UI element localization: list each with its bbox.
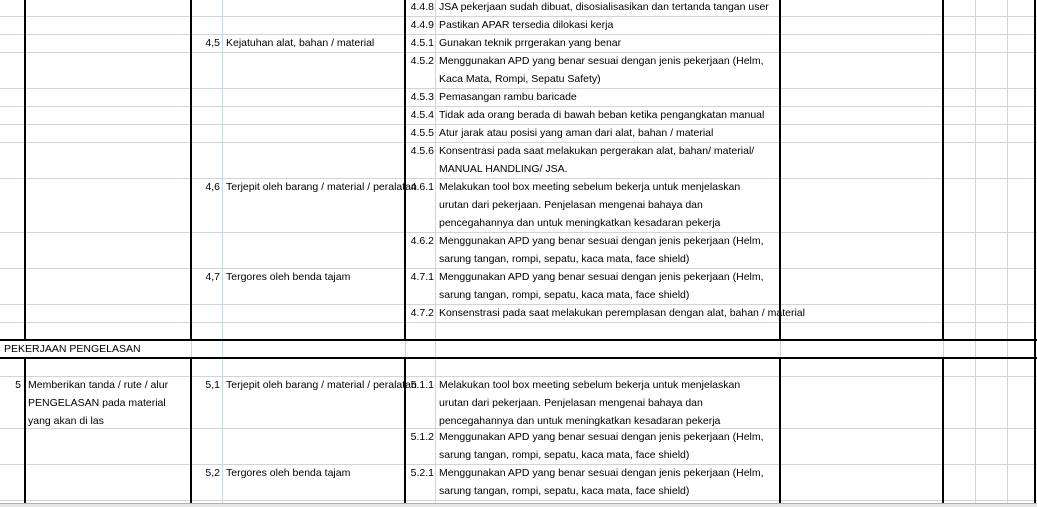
control-text: Menggunakan APD yang benar sesuai dengan jenis pekerjaan (Helm, sarung tangan, rompi, sepatu, kaca mata, face shield) bbox=[439, 235, 764, 265]
control-number: 4.5.4 bbox=[410, 109, 434, 121]
hazard-text: Terjepit oleh barang / material / peralatan bbox=[226, 379, 417, 391]
control-text: Melakukan tool box meeting sebelum bekerja untuk menjelaskan urutan dari pekerjaan. Penjelasan mengenai bahaya dan pencegahannya dan untuk meningkatkan kesadaran pekerja bbox=[439, 181, 741, 229]
hazard-number: 4,7 bbox=[205, 271, 220, 283]
control-text: Gunakan teknik prrgerakan yang benar bbox=[439, 37, 622, 49]
control-number: 4.5.1 bbox=[410, 37, 434, 49]
control-number: 4.4.8 bbox=[410, 1, 434, 13]
control-text: Melakukan tool box meeting sebelum bekerja untuk menjelaskan urutan dari pekerjaan. Penjelasan mengenai bahaya dan pencegahannya dan untuk meningkatkan kesadaran pekerja bbox=[439, 379, 741, 427]
control-number: 4.5.2 bbox=[410, 55, 434, 67]
hazard-text: Kejatuhan alat, bahan / material bbox=[226, 37, 375, 49]
control-text: Atur jarak atau posisi yang aman dari alat, bahan / material bbox=[439, 127, 714, 139]
gridline bbox=[975, 0, 976, 507]
table-border bbox=[1034, 0, 1036, 507]
control-number: 4.7.1 bbox=[410, 271, 434, 283]
control-text: JSA pekerjaan sudah dibuat, disosialisasikan dan tertanda tangan user bbox=[439, 1, 769, 13]
section-title: PEKERJAAN PENGELASAN bbox=[4, 343, 141, 355]
step-text: Memberikan tanda / rute / alur PENGELASAN pada material yang akan di las bbox=[28, 379, 169, 427]
table-border bbox=[404, 0, 406, 339]
control-text: Tidak ada orang berada di bawah beban ketika pengangkatan manual bbox=[439, 109, 765, 121]
control-text: Menggunakan APD yang benar sesuai dengan jenis pekerjaan (Helm, sarung tangan, rompi, sepatu, kaca mata, face shield) bbox=[439, 271, 764, 301]
gridline bbox=[0, 322, 1037, 323]
table-border bbox=[779, 358, 781, 507]
control-number: 5.2.1 bbox=[410, 467, 434, 479]
gridline bbox=[0, 500, 1037, 501]
control-text: Konsentrasi pada saat melakukan pergerakan alat, bahan/ material/ MANUAL HANDLING/ JSA. bbox=[439, 145, 755, 175]
table-border bbox=[24, 0, 26, 339]
hazard-number: 4,5 bbox=[205, 37, 220, 49]
gridline bbox=[435, 0, 436, 507]
hazard-text: Tergores oleh benda tajam bbox=[226, 271, 351, 283]
table-border bbox=[942, 0, 944, 339]
control-number: 4.4.9 bbox=[410, 19, 434, 31]
control-text: Menggunakan APD yang benar sesuai dengan jenis pekerjaan (Helm, Kaca Mata, Rompi, Sepatu Safety) bbox=[439, 55, 764, 85]
control-number: 4.5.5 bbox=[410, 127, 434, 139]
control-number: 4.5.6 bbox=[410, 145, 434, 157]
control-number: 4.7.2 bbox=[410, 307, 434, 319]
hazard-number: 5,2 bbox=[205, 467, 220, 479]
control-number: 4.6.2 bbox=[410, 235, 434, 247]
control-number: 4.5.3 bbox=[410, 91, 434, 103]
section-border-top bbox=[0, 339, 1037, 341]
step-number: 5 bbox=[15, 379, 21, 391]
hazard-text: Terjepit oleh barang / material / peralatan bbox=[226, 181, 417, 193]
control-text: Konsenstrasi pada saat melakukan peremplasan dengan alat, bahan / material bbox=[439, 307, 805, 319]
horizontal-scrollbar[interactable] bbox=[0, 503, 1037, 507]
gridline bbox=[222, 0, 223, 507]
control-number: 4.6.1 bbox=[410, 181, 434, 193]
table-border bbox=[779, 0, 781, 339]
control-number: 5.1.1 bbox=[410, 379, 434, 391]
hazard-number: 4,6 bbox=[205, 181, 220, 193]
control-text: Menggunakan APD yang benar sesuai dengan jenis pekerjaan (Helm, sarung tangan, rompi, sepatu, kaca mata, face shield) bbox=[439, 467, 764, 497]
table-border bbox=[942, 358, 944, 507]
table-border bbox=[24, 358, 26, 507]
control-text: Pastikan APAR tersedia dilokasi kerja bbox=[439, 19, 614, 31]
table-border bbox=[190, 0, 192, 339]
control-number: 5.1.2 bbox=[410, 431, 434, 443]
hazard-number: 5,1 bbox=[205, 379, 220, 391]
section-border-bottom bbox=[0, 357, 1037, 359]
hazard-text: Tergores oleh benda tajam bbox=[226, 467, 351, 479]
control-text: Menggunakan APD yang benar sesuai dengan jenis pekerjaan (Helm, sarung tangan, rompi, sepatu, kaca mata, face shield) bbox=[439, 431, 764, 461]
gridline bbox=[1007, 0, 1008, 507]
table-border bbox=[190, 358, 192, 507]
control-text: Pemasangan rambu baricade bbox=[439, 91, 577, 103]
